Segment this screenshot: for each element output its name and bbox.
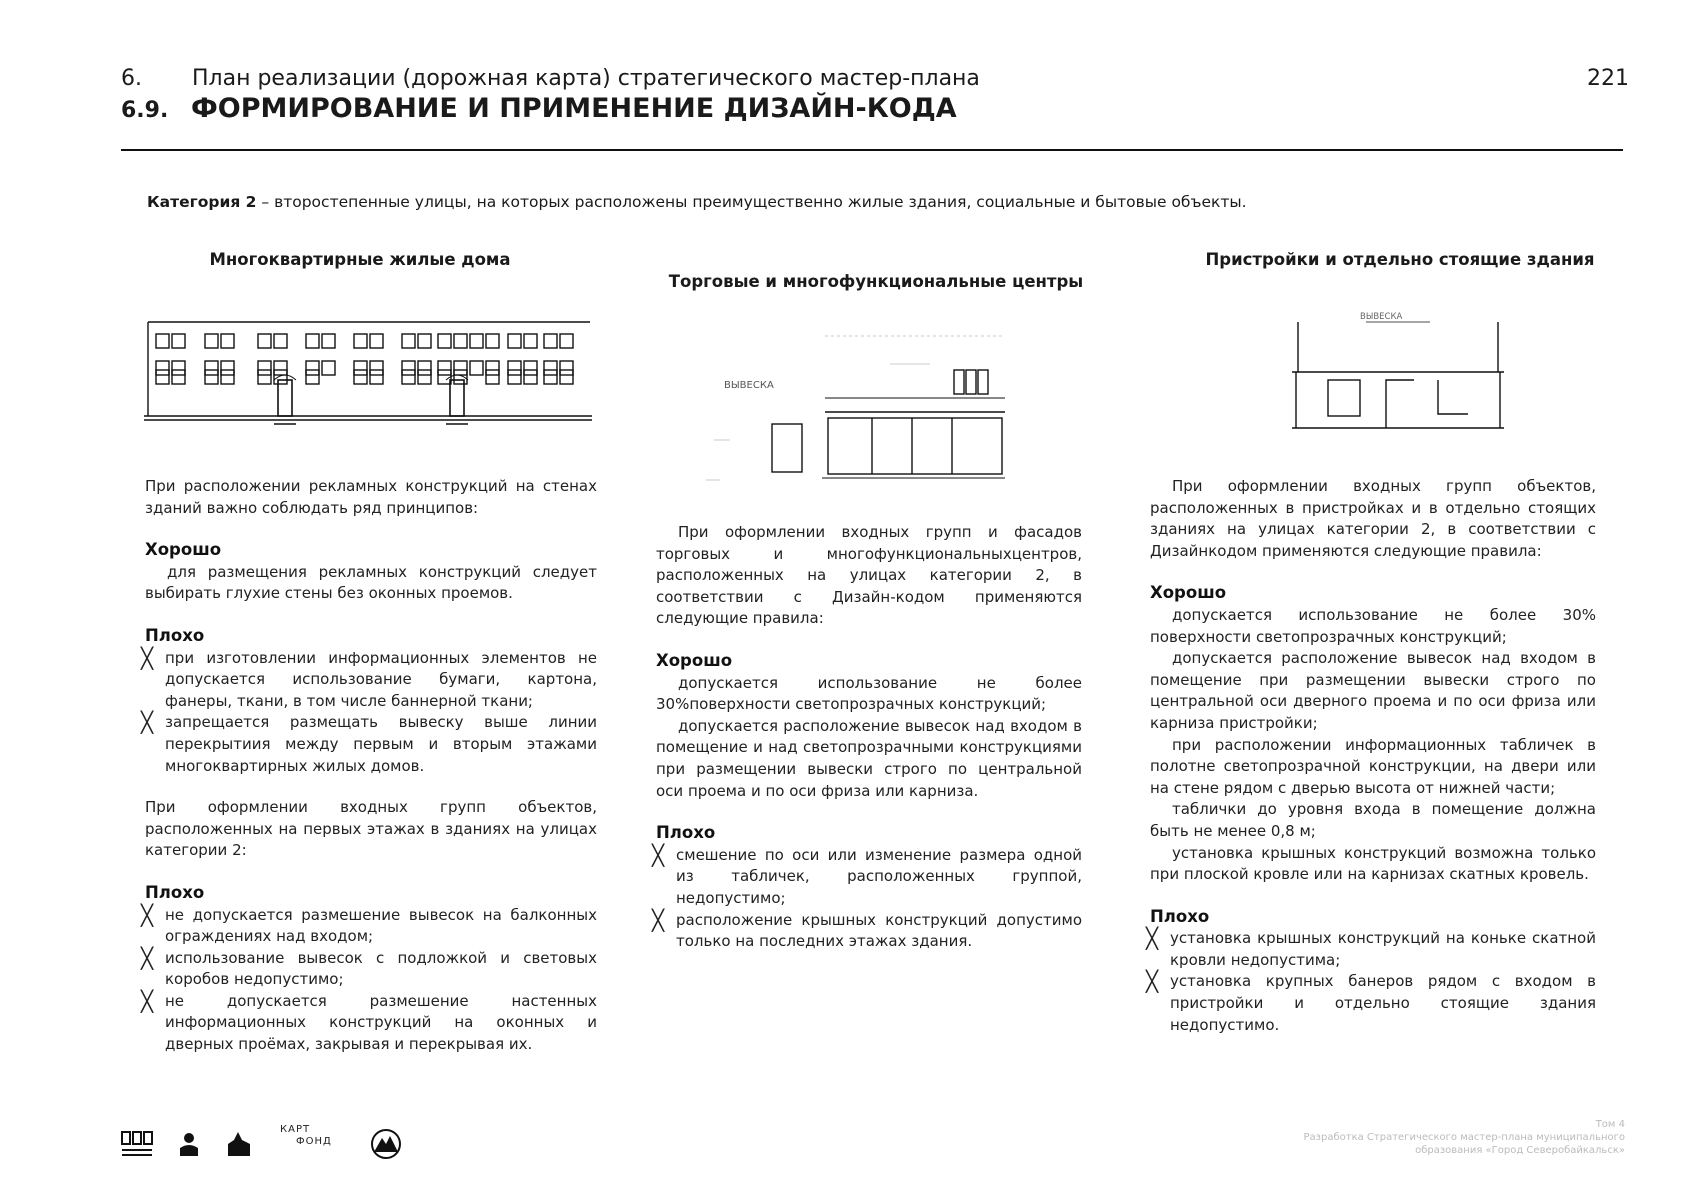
- kartfond-logo-line2: ФОНД: [296, 1136, 332, 1147]
- col3-good-item: при расположении информационных табличек в полотне светопрозрачной конструкции, на двери или на стене рядом с дверью высота от нижней части;: [1150, 735, 1596, 797]
- city-logo-icon: [224, 1130, 254, 1160]
- col1-bad-item: [141, 710, 597, 777]
- col2-bad-heading: Плохо: [656, 823, 716, 843]
- apartment-facade-illustration: [140, 316, 600, 430]
- col2-good-item: допускается использование не более 30%поверхности светопрозрачных конструкций;: [656, 673, 1082, 714]
- col2-text: [652, 522, 1082, 953]
- col3-bad-item: [1146, 969, 1596, 1036]
- intro-text: – второстепенные улицы, на которых расположены преимущественно жилые здания, социальные и бытовые объекты.: [256, 193, 1247, 211]
- footer-note: [1205, 1118, 1625, 1157]
- col3-bad-item: [1146, 926, 1596, 971]
- col3-bad-heading: Плохо: [1150, 906, 1210, 926]
- col3-good-item: установка крышных конструкций возможна только при плоской кровле или на карнизах скатных кровель.: [1150, 843, 1596, 884]
- col1-bad2-item: [141, 902, 597, 948]
- annex-sign-label: ВЫВЕСКА: [1360, 312, 1403, 322]
- cross-icon: ╳: [141, 902, 154, 927]
- col3-good-item: допускается расположение вывесок над входом в помещение при размещении вывески строго по центральной оси дверного проема и по оси фриза или карниза пристройки;: [1150, 649, 1596, 732]
- page-number: 221: [1587, 66, 1629, 91]
- col1-bad2-item: [141, 988, 597, 1056]
- col1-bad2-text: использование вывесок с подложкой и световых коробов недопустимо;: [165, 948, 597, 989]
- dom-logo-icon: [120, 1128, 156, 1160]
- annex-building-illustration: [1288, 306, 1508, 436]
- footer-note-line1: Том 4: [1595, 1119, 1625, 1130]
- col1-paragraph: При расположении рекламных конструкций на стенах зданий важно соблюдать ряд принципов:: [145, 477, 597, 517]
- col1-bad-text: при изготовлении информационных элементов не допускается использование бумаги, картона, фанеры, ткани, в том числе баннерной ткани;: [165, 648, 597, 710]
- col2-good-heading: Хорошо: [656, 650, 733, 670]
- col2-bad-text: смешение по оси или изменение размера одной из табличек, расположенных группой, недопустимо;: [676, 845, 1082, 907]
- col1-good-item: для размещения рекламных конструкций следует выбирать глухие стены без оконных проемов.: [145, 562, 597, 603]
- col2-bad-item: [652, 907, 1082, 953]
- col2-bad-text: расположение крышных конструкций допустимо только на последних этажах здания.: [676, 910, 1082, 951]
- col1-bad-item: [141, 645, 597, 713]
- cross-icon: ╳: [1146, 926, 1159, 951]
- col2-title: Торговые и многофункциональные центры: [668, 272, 1084, 291]
- col1-bad2-heading: Плохо: [145, 882, 205, 902]
- footer-note-line2: Разработка Стратегического мастер-плана муниципального: [1303, 1132, 1625, 1143]
- col2-good-item: допускается расположение вывесок над входом в помещение и над светопрозрачными конструкциями при размещении вывески строго по центральной оси проема и по оси фриза или карниза.: [656, 716, 1082, 800]
- chapter-title: План реализации (дорожная карта) стратегического мастер-плана: [192, 66, 980, 91]
- col1-bad2-text: не допускается размешение настенных информационных конструкций на оконных и дверных проёмах, закрывая и перекрывая их.: [165, 991, 597, 1054]
- cross-icon: ╳: [141, 945, 154, 970]
- col2-paragraph: При оформлении входных групп и фасадов торговых и многофункциональныхцентров, расположенных на улицах категории 2, в соответствии с Дизайн-кодом применяются следующие правила:: [656, 523, 1082, 628]
- col1-text: [141, 476, 597, 1056]
- col1-bad-text: запрещается размещать вывеску выше линии перекрытиия между первым и вторым этажами многоквартирных жилых домов.: [165, 713, 597, 775]
- cross-icon: ╳: [652, 907, 665, 932]
- cross-icon: ╳: [141, 645, 154, 670]
- kartfond-logo: [280, 1124, 332, 1148]
- col3-text: [1146, 476, 1596, 1036]
- col1-bad-heading: Плохо: [145, 625, 205, 645]
- cross-icon: ╳: [1146, 969, 1159, 994]
- col3-title: Пристройки и отдельно стоящие здания: [1205, 250, 1595, 269]
- footer-note-line3: образования «Город Северобайкальск»: [1415, 1145, 1625, 1156]
- emblem-logo-icon: [178, 1130, 200, 1160]
- mountain-logo-icon: [368, 1126, 404, 1160]
- col3-good-item: таблички до уровня входа в помещение должна быть не менее 0,8 м;: [1150, 800, 1596, 840]
- chapter-number: 6.: [121, 66, 142, 91]
- col3-paragraph: При оформлении входных групп объектов, расположенных в пристройках и в отдельно стоящих зданиях на улицах категории 2, в соответствии с Дизайнкодом применяются следующие правила:: [1150, 477, 1596, 560]
- col1-good-heading: Хорошо: [145, 540, 222, 560]
- intro-paragraph: [147, 193, 1547, 211]
- kartfond-logo-line1: КАРТ: [280, 1124, 311, 1135]
- shopping-center-illustration: [700, 328, 1030, 484]
- col1-paragraph-2: При оформлении входных групп объектов, расположенных на первых этажах в зданиях на улицах категории 2:: [145, 798, 597, 860]
- col3-bad-text: установка крышных конструкций на коньке скатной кровли недопустима;: [1170, 929, 1596, 969]
- col3-bad-text: установка крупных банеров рядом с входом в пристройки и отдельно стоящие здания недопустимо.: [1170, 972, 1596, 1034]
- cross-icon: ╳: [652, 842, 665, 867]
- col3-good-heading: Хорошо: [1150, 583, 1227, 603]
- section-number: 6.9.: [121, 98, 169, 123]
- cross-icon: ╳: [141, 988, 154, 1013]
- section-title: ФОРМИРОВАНИЕ И ПРИМЕНЕНИЕ ДИЗАЙН-КОДА: [191, 93, 957, 124]
- cross-icon: ╳: [141, 710, 154, 735]
- col3-good-item: допускается использование не более 30% поверхности светопрозрачных конструкций;: [1150, 605, 1596, 646]
- col2-bad-item: [652, 842, 1082, 910]
- header-divider: [121, 149, 1623, 151]
- col1-title: Многоквартирные жилые дома: [209, 250, 511, 269]
- intro-category: Категория 2: [147, 193, 257, 211]
- col1-bad2-item: [141, 945, 597, 991]
- col1-bad2-text: не допускается размешение вывесок на балконных ограждениях над входом;: [165, 905, 597, 946]
- shopping-sign-label: ВЫВЕСКА: [724, 380, 774, 391]
